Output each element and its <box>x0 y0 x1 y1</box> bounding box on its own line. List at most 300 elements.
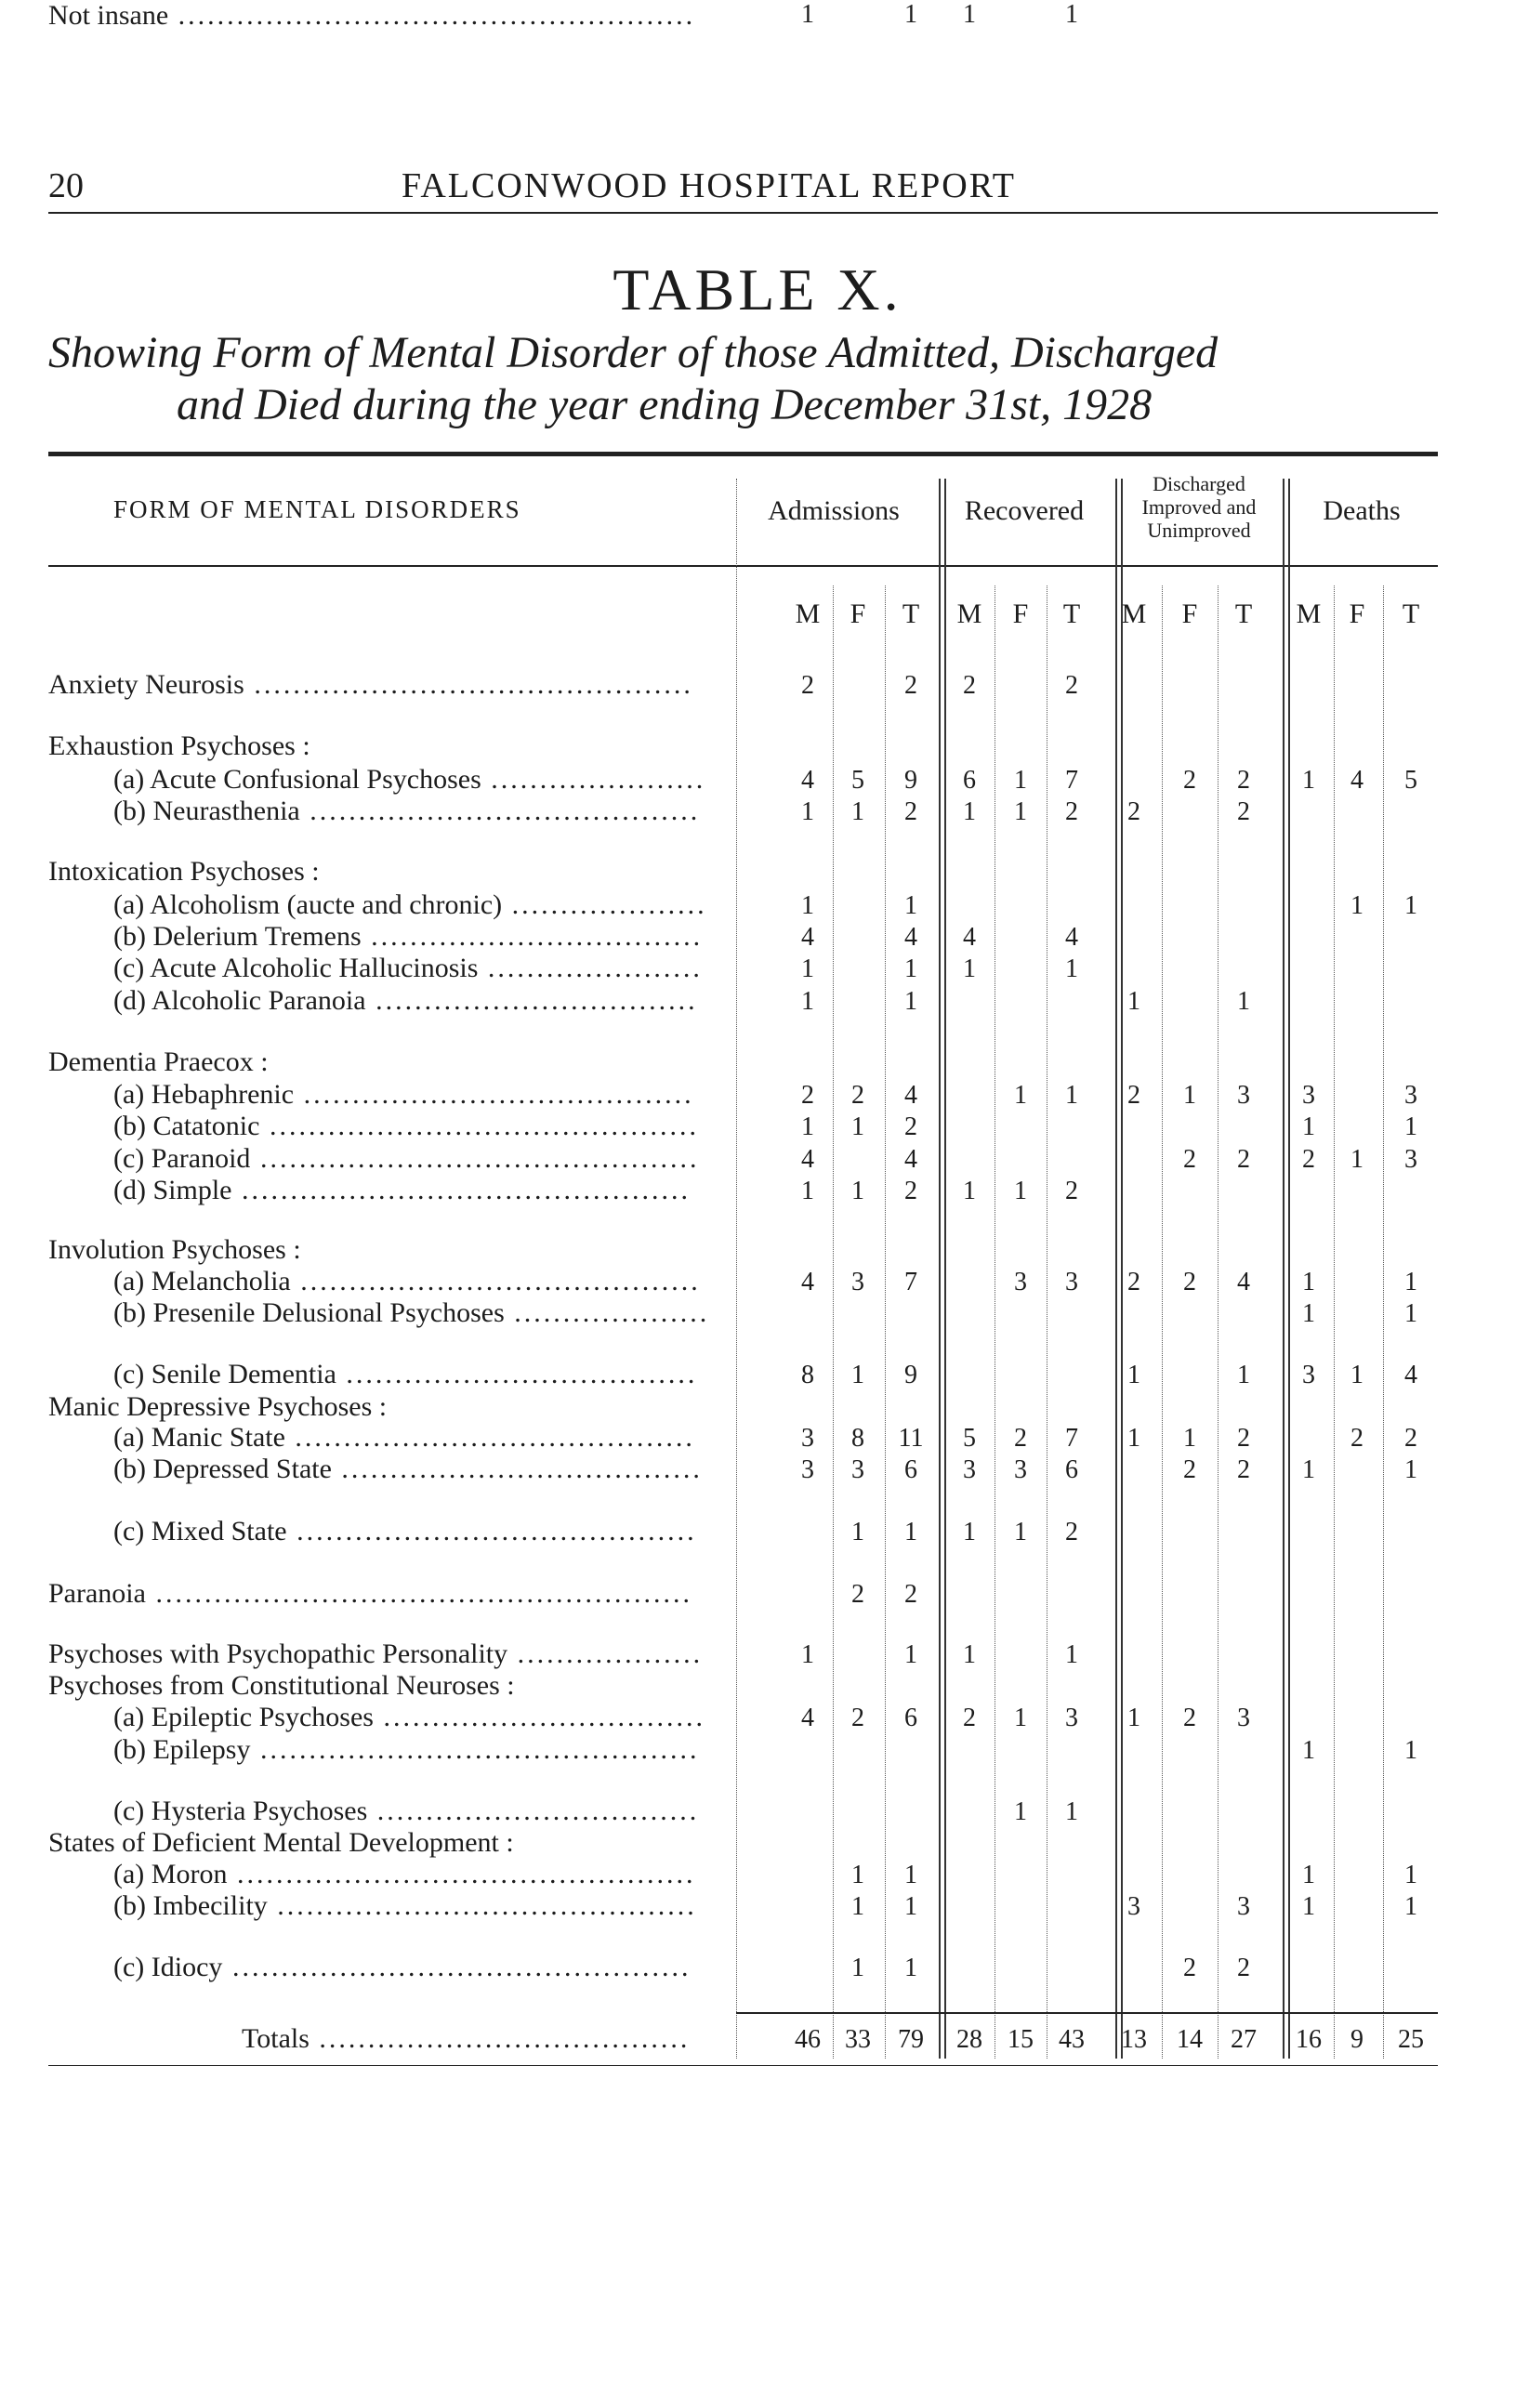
totals-deaths-t: 25 <box>1398 2025 1424 2054</box>
discharged-f-cell: 2 <box>1183 1145 1196 1174</box>
recovered-t-cell: 6 <box>1065 1455 1078 1484</box>
leader-dots: ............................................. <box>250 1143 700 1174</box>
totals-recovered-f: 15 <box>1008 2025 1034 2054</box>
recovered-t-header: T <box>1062 599 1081 629</box>
deaths-f-header: F <box>1349 599 1365 629</box>
admissions-t-cell: 9 <box>904 1361 917 1389</box>
admissions-m-cell: 1 <box>801 1177 814 1205</box>
admissions-m-cell: 1 <box>801 987 814 1016</box>
deaths-t-cell: 1 <box>1404 1892 1417 1921</box>
admissions-t-cell: 4 <box>904 1145 917 1174</box>
totals-rule <box>736 2012 1438 2014</box>
discharged-t-cell: 2 <box>1237 797 1250 826</box>
leader-dots: .................................. <box>361 921 704 952</box>
admissions-t-cell: 1 <box>904 1954 917 1982</box>
discharged-header-line3: Unimproved <box>1147 519 1251 542</box>
row-label <box>113 1422 695 1454</box>
row-label-text: Intoxication Psychoses : <box>48 856 320 887</box>
column-divider-sub <box>833 586 835 2059</box>
discharged-t-cell: 2 <box>1237 1145 1250 1174</box>
deaths-m-cell: 1 <box>1302 1455 1315 1484</box>
row-label <box>113 1890 697 1922</box>
row-label <box>113 889 707 921</box>
admissions-t-cell: 11 <box>898 1424 924 1453</box>
admissions-m-cell: 4 <box>801 766 814 795</box>
totals-label-text: Totals <box>242 2023 310 2054</box>
deaths-m-cell: 1 <box>1302 1892 1315 1921</box>
recovered-t-cell: 3 <box>1065 1704 1078 1732</box>
row-label <box>113 985 698 1017</box>
discharged-f-cell: 2 <box>1183 766 1196 795</box>
admissions-t-cell: 1 <box>904 891 917 920</box>
discharged-m-cell: 1 <box>1127 987 1140 1016</box>
row-label-text: (b) Presenile Delusional Psychoses <box>113 1297 505 1328</box>
row-label-text: (b) Depressed State <box>113 1454 332 1484</box>
admissions-f-cell: 1 <box>851 1954 864 1982</box>
discharged-t-cell: 2 <box>1237 1455 1250 1484</box>
recovered-t-cell: 2 <box>1065 797 1078 826</box>
row-label-text: (c) Idiocy <box>113 1952 223 1982</box>
discharged-f-cell: 1 <box>1183 1081 1196 1110</box>
leader-dots: .................................... <box>336 1359 698 1389</box>
row-label-text: (b) Neurasthenia <box>113 796 300 826</box>
row-label <box>113 1266 701 1297</box>
deaths-m-cell: 1 <box>1302 1112 1315 1141</box>
row-label-text: (c) Paranoid <box>113 1143 251 1174</box>
column-divider-sub <box>1334 586 1336 2059</box>
column-divider-group <box>1288 479 1290 2059</box>
admissions-m-cell: 4 <box>801 923 814 952</box>
recovered-f-header: F <box>1012 599 1029 629</box>
admissions-t-cell: 2 <box>904 671 917 700</box>
row-label-text: (a) Epileptic Psychoses <box>113 1702 374 1732</box>
totals-discharged-f: 14 <box>1177 2025 1203 2054</box>
discharged-header <box>1115 472 1283 542</box>
deaths-t-cell: 1 <box>1404 1455 1417 1484</box>
row-label-text: (a) Acute Confusional Psychoses <box>113 764 481 795</box>
discharged-t-cell: 2 <box>1237 1424 1250 1453</box>
leader-dots: ...................... <box>481 764 706 795</box>
row-label <box>113 1359 697 1390</box>
admissions-f-cell: 1 <box>851 1112 864 1141</box>
recovered-m-header: M <box>956 599 982 629</box>
admissions-t-cell: 6 <box>904 1455 917 1484</box>
deaths-header: Deaths <box>1323 495 1401 526</box>
row-label <box>113 1516 697 1547</box>
admissions-f-cell: 2 <box>851 1580 864 1609</box>
column-divider-group <box>939 479 941 2059</box>
row-label-text: (b) Imbecility <box>113 1890 268 1921</box>
admissions-f-cell: 3 <box>851 1455 864 1484</box>
recovered-t-cell: 2 <box>1065 671 1078 700</box>
totals-deaths-m: 16 <box>1296 2025 1322 2054</box>
recovered-f-cell: 1 <box>1014 1704 1027 1732</box>
admissions-t-cell: 1 <box>904 1861 917 1889</box>
deaths-f-cell: 1 <box>1350 1145 1364 1174</box>
discharged-t-cell: 2 <box>1237 766 1250 795</box>
discharged-t-cell: 1 <box>1237 987 1250 1016</box>
admissions-m-header: M <box>795 599 821 629</box>
row-label-text: (b) Catatonic <box>113 1111 260 1141</box>
leader-dots: ........................................ <box>299 796 701 826</box>
recovered-m-cell: 3 <box>963 1455 976 1484</box>
table-top-rule <box>48 452 1438 456</box>
table-bottom-rule <box>48 2065 1438 2066</box>
recovered-t-cell: 1 <box>1065 954 1078 983</box>
leader-dots: ......................................... <box>286 1516 697 1546</box>
column-divider-group <box>944 479 946 2059</box>
admissions-m-cell: 1 <box>801 1640 814 1669</box>
table-title: TABLE X. <box>613 257 902 322</box>
page-header <box>48 165 1438 203</box>
admissions-m-cell: 3 <box>801 1455 814 1484</box>
deaths-t-cell: 1 <box>1404 1736 1417 1765</box>
row-label <box>113 1702 705 1733</box>
recovered-t-cell: 7 <box>1065 766 1078 795</box>
row-label <box>48 0 695 32</box>
leader-dots: ............................................... <box>222 1952 692 1982</box>
row-label <box>48 669 693 701</box>
deaths-m-cell: 1 <box>1302 1736 1315 1765</box>
deaths-f-cell: 1 <box>1350 1361 1364 1389</box>
row-label-text: (a) Melancholia <box>113 1266 291 1296</box>
admissions-m-cell: 1 <box>801 0 814 29</box>
admissions-t-cell: 1 <box>904 0 917 29</box>
report-title: FALCONWOOD HOSPITAL REPORT <box>402 166 1017 205</box>
deaths-t-header: T <box>1402 599 1420 629</box>
row-label-text: Psychoses from Constitutional Neuroses : <box>48 1670 515 1701</box>
discharged-f-header: F <box>1181 599 1198 629</box>
admissions-f-cell: 1 <box>851 1518 864 1546</box>
admissions-f-cell: 8 <box>851 1424 864 1453</box>
discharged-t-cell: 4 <box>1237 1268 1250 1296</box>
row-group-heading <box>48 1046 269 1078</box>
deaths-t-cell: 5 <box>1404 766 1417 795</box>
leader-dots: ..................................................... <box>168 0 696 31</box>
leader-dots: ......................................... <box>290 1266 701 1296</box>
admissions-t-header: T <box>902 599 920 629</box>
column-divider-sub <box>995 586 996 2059</box>
deaths-t-cell: 3 <box>1404 1145 1417 1174</box>
row-label <box>113 1734 699 1766</box>
recovered-t-cell: 3 <box>1065 1268 1078 1296</box>
deaths-t-cell: 2 <box>1404 1424 1417 1453</box>
row-label <box>113 953 703 984</box>
recovered-m-cell: 1 <box>963 797 976 826</box>
deaths-t-cell: 1 <box>1404 891 1417 920</box>
leader-dots: ......................................... <box>284 1422 695 1453</box>
admissions-f-cell: 3 <box>851 1268 864 1296</box>
admissions-m-cell: 8 <box>801 1361 814 1389</box>
leader-dots: ................... <box>507 1638 704 1669</box>
row-label <box>113 1143 699 1175</box>
row-label-text: (b) Epilepsy <box>113 1734 251 1765</box>
totals-label <box>242 2023 690 2055</box>
discharged-f-cell: 2 <box>1183 1704 1196 1732</box>
discharged-t-cell: 3 <box>1237 1081 1250 1110</box>
leader-dots: ............................................. <box>244 669 693 700</box>
leader-dots: ............................................ <box>259 1111 699 1141</box>
recovered-f-cell: 2 <box>1014 1424 1027 1453</box>
row-label <box>113 1079 694 1111</box>
recovered-m-cell: 4 <box>963 923 976 952</box>
row-label-text: (c) Senile Dementia <box>113 1359 336 1389</box>
recovered-m-cell: 2 <box>963 671 976 700</box>
row-group-heading <box>48 1234 301 1266</box>
row-group-heading <box>48 856 320 888</box>
admissions-f-cell: 1 <box>851 797 864 826</box>
recovered-t-cell: 4 <box>1065 923 1078 952</box>
admissions-f-cell: 2 <box>851 1081 864 1110</box>
totals-admissions-m: 46 <box>795 2025 821 2054</box>
column-divider-sub <box>1047 586 1048 2059</box>
recovered-m-cell: 2 <box>963 1704 976 1732</box>
recovered-m-cell: 1 <box>963 0 976 29</box>
row-label-text: (b) Delerium Tremens <box>113 921 362 952</box>
row-label <box>113 921 703 953</box>
admissions-f-header: F <box>850 599 866 629</box>
discharged-header-line1: Discharged <box>1153 472 1245 495</box>
discharged-m-cell: 2 <box>1127 1268 1140 1296</box>
totals-discharged-m: 13 <box>1121 2025 1147 2054</box>
leader-dots: ...................................... <box>309 2023 691 2054</box>
recovered-f-cell: 3 <box>1014 1268 1027 1296</box>
admissions-f-cell: 2 <box>851 1704 864 1732</box>
admissions-m-cell: 1 <box>801 891 814 920</box>
recovered-f-cell: 1 <box>1014 1177 1027 1205</box>
discharged-m-cell: 2 <box>1127 797 1140 826</box>
header-bottom-rule <box>48 565 1438 567</box>
admissions-f-cell: 1 <box>851 1177 864 1205</box>
row-label <box>113 1796 699 1827</box>
recovered-f-cell: 1 <box>1014 1518 1027 1546</box>
deaths-m-cell: 1 <box>1302 766 1315 795</box>
row-label <box>113 1859 695 1890</box>
discharged-t-header: T <box>1234 599 1253 629</box>
recovered-f-cell: 1 <box>1014 1797 1027 1826</box>
row-label <box>113 1454 703 1485</box>
row-label <box>113 1111 699 1142</box>
admissions-t-cell: 9 <box>904 766 917 795</box>
recovered-header: Recovered <box>964 495 1085 526</box>
row-label-text: Exhaustion Psychoses : <box>48 730 310 761</box>
discharged-f-cell: 1 <box>1183 1424 1196 1453</box>
row-label <box>113 1297 709 1329</box>
recovered-t-cell: 1 <box>1065 1081 1078 1110</box>
leader-dots: ........................................... <box>267 1890 697 1921</box>
recovered-t-cell: 1 <box>1065 0 1078 29</box>
totals-recovered-t: 43 <box>1059 2025 1085 2054</box>
row-label-text: (c) Hysteria Psychoses <box>113 1796 368 1826</box>
admissions-m-cell: 4 <box>801 1704 814 1732</box>
admissions-t-cell: 1 <box>904 987 917 1016</box>
admissions-t-cell: 2 <box>904 1177 917 1205</box>
leader-dots: ............................................... <box>227 1859 696 1889</box>
leader-dots: ................................. <box>367 1796 700 1826</box>
leader-dots: ...................... <box>478 953 703 983</box>
leader-dots: ............................................. <box>250 1734 700 1765</box>
row-group-heading <box>48 1391 387 1423</box>
row-group-heading <box>48 1827 514 1859</box>
column-divider-group <box>1283 479 1284 2059</box>
admissions-t-cell: 4 <box>904 1081 917 1110</box>
discharged-m-cell: 1 <box>1127 1424 1140 1453</box>
row-label-text: (d) Simple <box>113 1175 232 1205</box>
discharged-m-cell: 1 <box>1127 1704 1140 1732</box>
deaths-m-cell: 2 <box>1302 1145 1315 1174</box>
admissions-t-cell: 7 <box>904 1268 917 1296</box>
row-label-text: (a) Alcoholism (aucte and chronic) <box>113 889 503 920</box>
row-label-text: (c) Mixed State <box>113 1516 287 1546</box>
recovered-t-cell: 7 <box>1065 1424 1078 1453</box>
discharged-t-cell: 2 <box>1237 1954 1250 1982</box>
row-label <box>113 796 700 827</box>
deaths-m-cell: 1 <box>1302 1268 1315 1296</box>
column-divider-sub <box>1162 586 1164 2059</box>
totals-recovered-m: 28 <box>956 2025 982 2054</box>
discharged-t-cell: 1 <box>1237 1361 1250 1389</box>
row-label-text: Involution Psychoses : <box>48 1234 301 1265</box>
row-label-text: Psychoses with Psychopathic Personality <box>48 1638 508 1669</box>
admissions-m-cell: 2 <box>801 1081 814 1110</box>
discharged-t-cell: 3 <box>1237 1892 1250 1921</box>
admissions-t-cell: 4 <box>904 923 917 952</box>
discharged-m-header: M <box>1121 599 1147 629</box>
header-rule <box>48 212 1438 214</box>
discharged-f-cell: 2 <box>1183 1455 1196 1484</box>
row-label <box>113 1175 691 1206</box>
recovered-t-cell: 2 <box>1065 1177 1078 1205</box>
admissions-m-cell: 1 <box>801 954 814 983</box>
recovered-m-cell: 5 <box>963 1424 976 1453</box>
row-label-text: (d) Alcoholic Paranoia <box>113 985 366 1016</box>
admissions-f-cell: 1 <box>851 1892 864 1921</box>
admissions-t-cell: 1 <box>904 954 917 983</box>
recovered-m-cell: 1 <box>963 954 976 983</box>
deaths-m-header: M <box>1296 599 1322 629</box>
recovered-m-cell: 1 <box>963 1518 976 1546</box>
row-label-text: (a) Hebaphrenic <box>113 1079 295 1110</box>
row-label <box>48 1638 703 1670</box>
deaths-t-cell: 1 <box>1404 1268 1417 1296</box>
recovered-f-cell: 1 <box>1014 766 1027 795</box>
recovered-f-cell: 1 <box>1014 1081 1027 1110</box>
deaths-t-cell: 3 <box>1404 1081 1417 1110</box>
discharged-m-cell: 1 <box>1127 1361 1140 1389</box>
discharged-f-cell: 2 <box>1183 1954 1196 1982</box>
table-subtitle-line2: and Died during the year ending December 31st, 1928 <box>177 380 1153 429</box>
deaths-f-cell: 1 <box>1350 891 1364 920</box>
discharged-f-cell: 2 <box>1183 1268 1196 1296</box>
recovered-t-cell: 2 <box>1065 1518 1078 1546</box>
totals-admissions-t: 79 <box>898 2025 924 2054</box>
admissions-m-cell: 3 <box>801 1424 814 1453</box>
recovered-f-cell: 3 <box>1014 1455 1027 1484</box>
discharged-m-cell: 2 <box>1127 1081 1140 1110</box>
recovered-m-cell: 1 <box>963 1640 976 1669</box>
admissions-t-cell: 1 <box>904 1518 917 1546</box>
column-divider-sub <box>1218 586 1219 2059</box>
recovered-f-cell: 1 <box>1014 797 1027 826</box>
deaths-f-cell: 4 <box>1350 766 1364 795</box>
column-divider-sub <box>1383 586 1385 2059</box>
totals-admissions-f: 33 <box>845 2025 871 2054</box>
admissions-t-cell: 2 <box>904 797 917 826</box>
form-column-header: FORM OF MENTAL DISORDERS <box>113 495 521 523</box>
row-label-text: (a) Manic State <box>113 1422 285 1453</box>
row-label-text: Manic Depressive Psychoses : <box>48 1391 388 1422</box>
deaths-m-cell: 1 <box>1302 1299 1315 1328</box>
deaths-t-cell: 1 <box>1404 1861 1417 1889</box>
admissions-f-cell: 1 <box>851 1361 864 1389</box>
leader-dots: ........................................ <box>294 1079 694 1110</box>
totals-deaths-f: 9 <box>1350 2025 1364 2054</box>
row-label <box>113 1952 691 1983</box>
row-label-text: (c) Acute Alcoholic Hallucinosis <box>113 953 479 983</box>
recovered-t-cell: 1 <box>1065 1797 1078 1826</box>
leader-dots: ................................. <box>365 985 698 1016</box>
admissions-t-cell: 2 <box>904 1112 917 1141</box>
column-divider-sub <box>885 586 887 2059</box>
recovered-m-cell: 1 <box>963 1177 976 1205</box>
row-label-text: Anxiety Neurosis <box>48 669 244 700</box>
leader-dots: .................... <box>504 1297 710 1328</box>
deaths-t-cell: 1 <box>1404 1112 1417 1141</box>
admissions-header: Admissions <box>768 495 900 526</box>
row-label-text: Not insane <box>48 0 169 31</box>
admissions-f-cell: 5 <box>851 766 864 795</box>
deaths-t-cell: 4 <box>1404 1361 1417 1389</box>
admissions-t-cell: 1 <box>904 1640 917 1669</box>
admissions-t-cell: 6 <box>904 1704 917 1732</box>
row-label <box>48 1578 692 1610</box>
recovered-t-cell: 1 <box>1065 1640 1078 1669</box>
admissions-f-cell: 1 <box>851 1861 864 1889</box>
row-label-text: (a) Moron <box>113 1859 228 1889</box>
leader-dots: .................... <box>502 889 707 920</box>
admissions-m-cell: 2 <box>801 671 814 700</box>
discharged-t-cell: 3 <box>1237 1704 1250 1732</box>
discharged-m-cell: 3 <box>1127 1892 1140 1921</box>
recovered-m-cell: 6 <box>963 766 976 795</box>
admissions-t-cell: 2 <box>904 1580 917 1609</box>
leader-dots: ..................................... <box>331 1454 703 1484</box>
leader-dots: ....................................................... <box>145 1578 692 1609</box>
row-label-text: Dementia Praecox : <box>48 1046 269 1077</box>
totals-discharged-t: 27 <box>1231 2025 1257 2054</box>
admissions-m-cell: 4 <box>801 1268 814 1296</box>
admissions-m-cell: 4 <box>801 1145 814 1174</box>
discharged-header-line2: Improved and <box>1141 495 1257 519</box>
deaths-f-cell: 2 <box>1350 1424 1364 1453</box>
page-number: 20 <box>48 166 84 205</box>
row-label-text: States of Deficient Mental Development : <box>48 1827 514 1858</box>
column-divider-form <box>736 479 738 2059</box>
deaths-m-cell: 3 <box>1302 1361 1315 1389</box>
row-group-heading <box>48 1670 515 1702</box>
leader-dots: ................................. <box>373 1702 705 1732</box>
deaths-m-cell: 1 <box>1302 1861 1315 1889</box>
admissions-t-cell: 1 <box>904 1892 917 1921</box>
row-group-heading <box>48 730 310 762</box>
row-label-text: Paranoia <box>48 1578 146 1609</box>
row-label <box>113 764 705 796</box>
admissions-m-cell: 1 <box>801 797 814 826</box>
deaths-m-cell: 3 <box>1302 1081 1315 1110</box>
table-subtitle-line1: Showing Form of Mental Disorder of those Admitted, Discharged <box>48 328 1219 377</box>
leader-dots: .............................................. <box>231 1175 691 1205</box>
admissions-m-cell: 1 <box>801 1112 814 1141</box>
